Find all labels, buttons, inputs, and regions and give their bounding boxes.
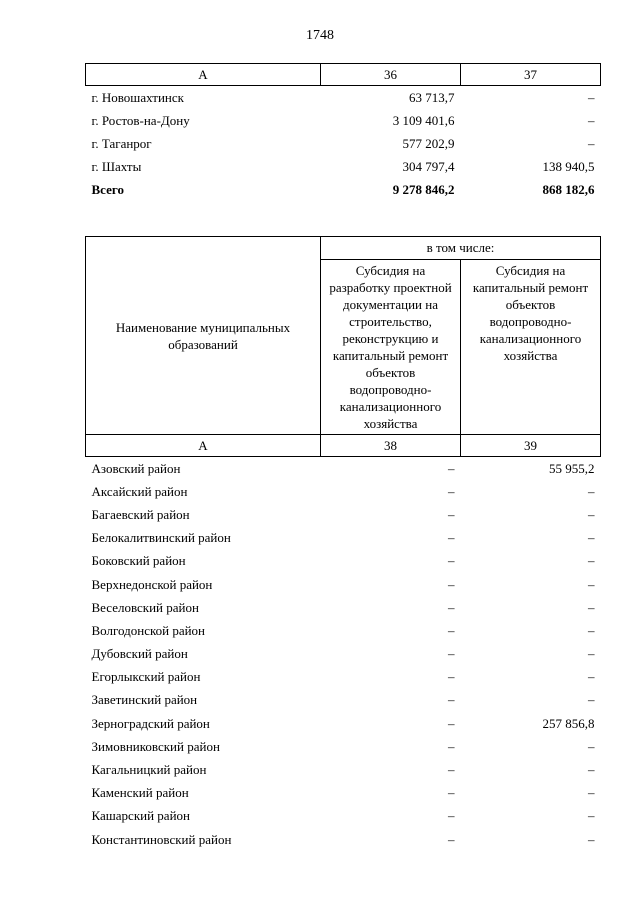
- design-subsidy-header: Субсидия на разработку проектной документации на строительство, реконструкцию и капитальный ремонт объектов водопроводно-канализационного хозяйства: [321, 260, 461, 435]
- value-c39: –: [588, 669, 595, 685]
- value-c38: –: [448, 646, 455, 662]
- table-row: [86, 689, 601, 712]
- municipality-name: Зерноградский район: [91, 715, 210, 731]
- municipality-name: Кашарский район: [91, 808, 190, 824]
- value-c39: –: [588, 553, 595, 569]
- value-c39: –: [588, 831, 595, 847]
- municipality-name: Багаевский район: [91, 506, 190, 522]
- budget-table-continued: [85, 63, 601, 202]
- value-c38: –: [448, 599, 455, 615]
- municipality-name: г. Таганрог: [91, 135, 152, 151]
- table-row: [86, 619, 601, 642]
- value-c38: –: [448, 669, 455, 685]
- table-row: [86, 132, 601, 155]
- value-c39: –: [588, 785, 595, 801]
- municipality-name: Зимовниковский район: [91, 738, 220, 754]
- column-number-row: [86, 435, 601, 457]
- value-c38: –: [448, 506, 455, 522]
- value-c38: –: [448, 460, 455, 476]
- column-number-38: 38: [321, 435, 461, 457]
- value-c37: –: [588, 89, 595, 105]
- value-c39: –: [588, 576, 595, 592]
- value-c38: –: [448, 715, 455, 731]
- value-c38: –: [448, 622, 455, 638]
- municipality-name: Заветинский район: [91, 692, 198, 708]
- municipality-name: Каменский район: [91, 785, 189, 801]
- value-c38: –: [448, 738, 455, 754]
- value-c36: 304 797,4: [402, 159, 455, 175]
- value-c38: –: [448, 553, 455, 569]
- table-row: [86, 109, 601, 132]
- value-c39: 257 856,8: [542, 715, 595, 731]
- table-row: [86, 527, 601, 550]
- value-c39: –: [588, 738, 595, 754]
- value-c38: –: [448, 483, 455, 499]
- value-c36: 63 713,7: [409, 89, 455, 105]
- municipality-name: г. Шахты: [91, 159, 142, 175]
- value-c39: 55 955,2: [549, 460, 595, 476]
- column-number-a: А: [86, 64, 321, 86]
- repair-subsidy-header: Субсидия на капитальный ремонт объектов водопроводно-канализационного хозяйства: [461, 260, 601, 435]
- table-row: [86, 643, 601, 666]
- municipality-name: Всего: [91, 182, 124, 198]
- value-c37: –: [588, 112, 595, 128]
- value-c39: –: [588, 530, 595, 546]
- table-row: [86, 735, 601, 758]
- value-c39: –: [588, 808, 595, 824]
- table-row: [86, 805, 601, 828]
- value-c39: –: [588, 692, 595, 708]
- municipality-name: Боковский район: [91, 553, 186, 569]
- table-row: [86, 550, 601, 573]
- page-number: 1748: [306, 28, 334, 43]
- total-row: [86, 179, 601, 202]
- value-c36: 3 109 401,6: [392, 112, 455, 128]
- value-c36: 9 278 846,2: [392, 182, 455, 198]
- municipality-column-header: Наименование муниципальных образований: [86, 237, 321, 435]
- subsidy-table: [85, 236, 601, 851]
- municipality-name: Егорлыкский район: [91, 669, 201, 685]
- municipality-name: Аксайский район: [91, 483, 188, 499]
- table-row: [86, 457, 601, 481]
- value-c39: –: [588, 622, 595, 638]
- municipality-name: г. Ростов-на-Дону: [91, 112, 190, 128]
- table-row: [86, 156, 601, 179]
- municipality-name: Кагальницкий район: [91, 762, 207, 778]
- table-row: [86, 503, 601, 526]
- table-row: [86, 782, 601, 805]
- value-c39: –: [588, 762, 595, 778]
- table-row: [86, 758, 601, 781]
- value-c37: 138 940,5: [542, 159, 595, 175]
- value-c38: –: [448, 808, 455, 824]
- column-number-36: 36: [321, 64, 461, 86]
- column-number-a: А: [86, 435, 321, 457]
- municipality-name: Азовский район: [91, 460, 181, 476]
- municipality-name: г. Новошахтинск: [91, 89, 184, 105]
- table-row: [86, 480, 601, 503]
- column-number-39: 39: [461, 435, 601, 457]
- table-row: [86, 573, 601, 596]
- value-c37: –: [588, 135, 595, 151]
- value-c38: –: [448, 576, 455, 592]
- value-c38: –: [448, 762, 455, 778]
- table-row: [86, 666, 601, 689]
- value-c38: –: [448, 785, 455, 801]
- value-c37: 868 182,6: [542, 182, 595, 198]
- table-row: [86, 86, 601, 110]
- table-row: [86, 712, 601, 735]
- value-c38: –: [448, 530, 455, 546]
- value-c39: –: [588, 483, 595, 499]
- column-number-37: 37: [461, 64, 601, 86]
- value-c39: –: [588, 506, 595, 522]
- table-row: [86, 596, 601, 619]
- municipality-name: Константиновский район: [91, 831, 232, 847]
- table-row: [86, 828, 601, 851]
- value-c36: 577 202,9: [402, 135, 455, 151]
- municipality-name: Белокалитвинский район: [91, 530, 231, 546]
- value-c39: –: [588, 646, 595, 662]
- municipality-name: Дубовский район: [91, 646, 188, 662]
- column-number-row: [86, 64, 601, 86]
- municipality-name: Веселовский район: [91, 599, 199, 615]
- value-c39: –: [588, 599, 595, 615]
- value-c38: –: [448, 831, 455, 847]
- value-c38: –: [448, 692, 455, 708]
- municipality-name: Верхнедонской район: [91, 576, 213, 592]
- including-header: в том числе:: [321, 237, 601, 260]
- municipality-name: Волгодонской район: [91, 622, 206, 638]
